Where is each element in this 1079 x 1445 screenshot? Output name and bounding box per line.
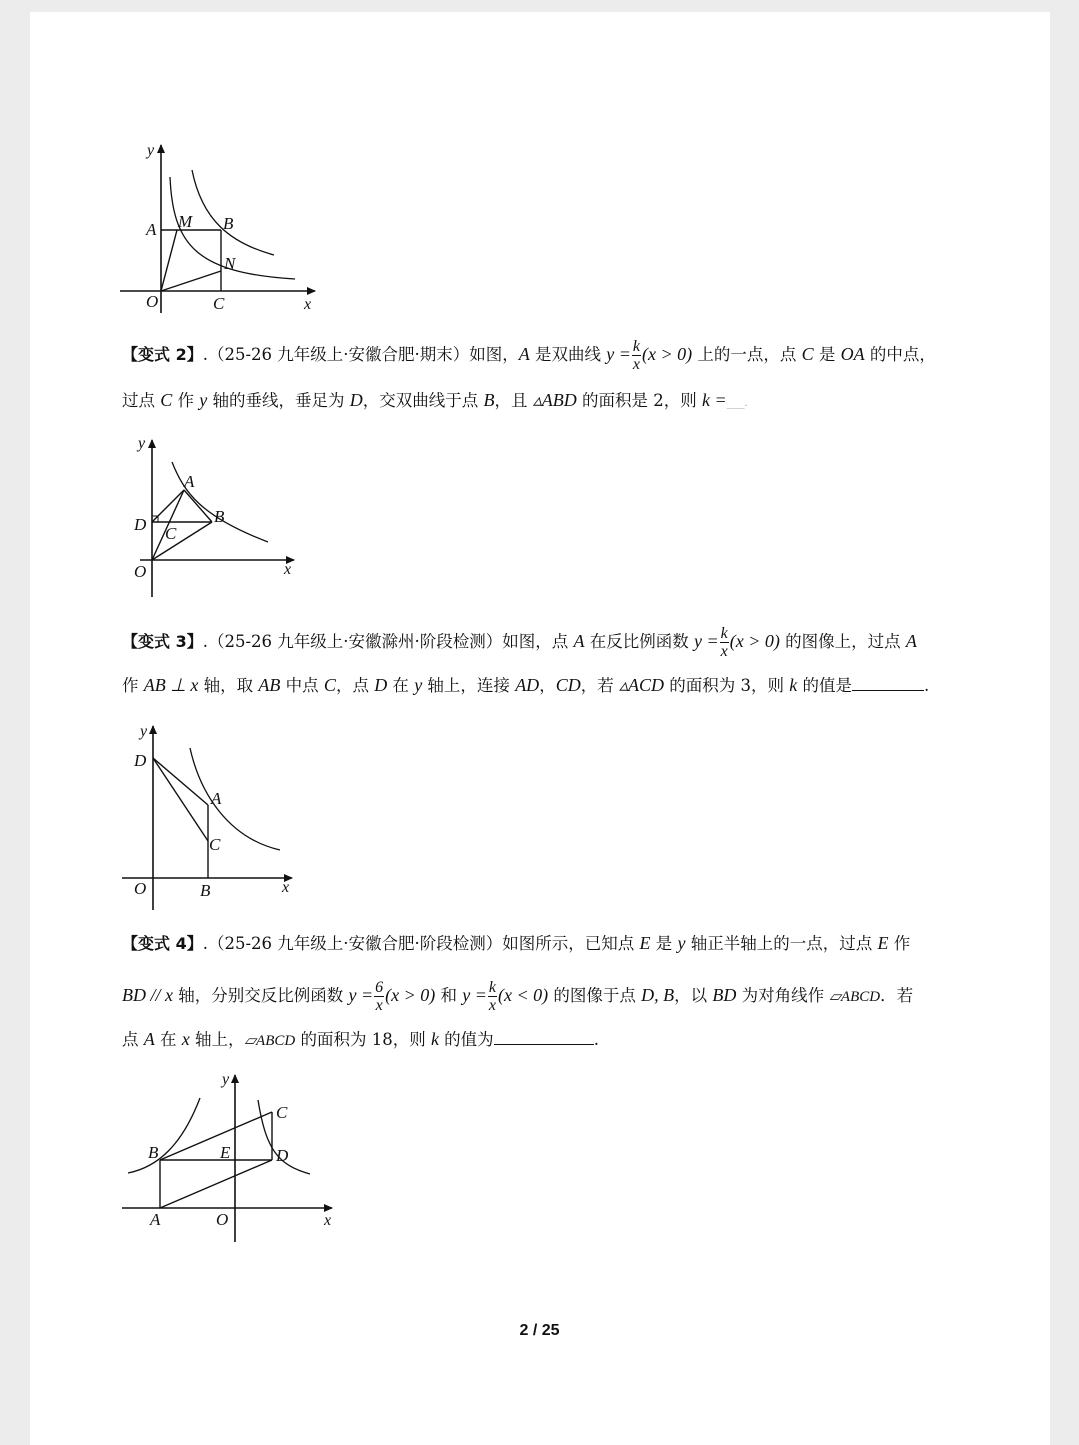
label-b: B xyxy=(223,214,234,233)
q3-text: ， xyxy=(539,676,556,695)
q2-text: 的中点， xyxy=(864,345,936,364)
label-c: C xyxy=(165,524,177,543)
q3-point-c: C xyxy=(323,675,336,695)
label-o: O xyxy=(146,292,159,311)
q2-equation-lhs: y = xyxy=(606,344,631,364)
question-3-line-1 xyxy=(122,625,962,660)
label-x: x xyxy=(284,561,292,578)
label-y: y xyxy=(138,435,146,452)
q3-fraction xyxy=(720,625,729,660)
label-a: A xyxy=(146,220,157,239)
label-x: x xyxy=(324,1212,332,1229)
q2-text: 是 xyxy=(813,345,841,364)
segment-da xyxy=(152,490,184,522)
q3-denominator: x xyxy=(720,643,728,660)
q3-point-a: A xyxy=(573,631,585,651)
q2-point-a: A xyxy=(518,344,530,364)
q4-parallelogram: ▱ABCD xyxy=(829,989,881,1005)
label-c: C xyxy=(213,294,225,313)
q4-x-axis-ref: x xyxy=(181,1029,190,1049)
q2-segment-oa: OA xyxy=(840,344,865,364)
q4-text: 点 xyxy=(122,1030,144,1049)
q4-k: k xyxy=(430,1029,439,1049)
q4-text: 轴上， xyxy=(189,1030,245,1049)
q2-condition: (x > 0) xyxy=(642,344,693,364)
q2-point-d: D xyxy=(349,390,363,410)
q2-answer-blank: ____. xyxy=(726,399,748,409)
q3-triangle-acd: ▵ACD xyxy=(618,675,664,695)
segment-ab xyxy=(184,490,212,522)
question-3-tag: 【变式 3】 xyxy=(122,632,203,651)
q2-text: ，且 xyxy=(494,391,533,410)
figure-2-graph xyxy=(122,432,307,602)
segment-da xyxy=(153,758,208,805)
q4-numerator-1: 6 xyxy=(375,979,384,996)
q3-point-d: D xyxy=(374,675,388,695)
q4-y-axis-ref: y xyxy=(677,933,686,953)
q3-y-axis-ref: y xyxy=(414,675,423,695)
question-4-line-3 xyxy=(122,1027,962,1053)
label-y: y xyxy=(147,142,155,159)
label-o: O xyxy=(216,1210,229,1229)
q4-fraction-1 xyxy=(374,979,384,1014)
q4-text: 在 xyxy=(154,1030,182,1049)
q2-numerator: k xyxy=(632,338,641,355)
q2-fraction xyxy=(632,338,641,373)
q4-point-a: A xyxy=(143,1029,155,1049)
q2-text: 上的一点，点 xyxy=(692,345,802,364)
segment-bc xyxy=(160,1112,272,1160)
label-a: A xyxy=(211,789,222,808)
label-y: y xyxy=(222,1071,230,1088)
question-3-source: .（25-26 九年级上·安徽滁州·阶段检测）如图，点 xyxy=(202,632,574,651)
q3-text: 中点 xyxy=(280,676,324,695)
q4-text: 的面积为 18，则 xyxy=(295,1030,431,1049)
q3-segment-cd: CD xyxy=(555,675,581,695)
segment-dc xyxy=(153,758,208,841)
q4-text: ．若 xyxy=(880,986,914,1005)
question-4-source: .（25-26 九年级上·安徽合肥·阶段检测）如图所示，已知点 xyxy=(202,934,640,953)
q4-answer-blank xyxy=(494,1044,594,1045)
q4-condition-1: (x > 0) xyxy=(385,985,436,1005)
q4-denominator-2: x xyxy=(488,997,497,1014)
q4-text: 和 xyxy=(435,986,463,1005)
question-4-line-2 xyxy=(122,979,962,1014)
label-d: D xyxy=(276,1146,289,1165)
q3-text: ，若 xyxy=(580,676,619,695)
q4-points-db: D, B xyxy=(641,985,675,1005)
segment-om xyxy=(161,230,177,291)
label-a: A xyxy=(184,472,195,491)
q4-segment-bd: BD xyxy=(712,985,737,1005)
q2-text: 的面积是 2，则 xyxy=(576,391,703,410)
figure-4-graph xyxy=(118,1070,343,1245)
q3-text: 的值是 xyxy=(797,676,852,695)
label-e: E xyxy=(220,1143,231,1162)
question-2-tag: 【变式 2】 xyxy=(122,345,203,364)
q4-text: 轴正半轴上的一点，过点 xyxy=(685,934,878,953)
q4-numerator-2: k xyxy=(488,979,497,996)
outer-hyperbola xyxy=(192,170,274,255)
q4-text: ，以 xyxy=(674,986,713,1005)
label-o: O xyxy=(134,879,147,898)
segment-on xyxy=(161,271,221,291)
label-b: B xyxy=(148,1143,159,1162)
q4-point-e: E xyxy=(877,933,889,953)
q2-text: 轴的垂线，垂足为 xyxy=(207,391,350,410)
label-c: C xyxy=(209,835,221,854)
question-2-line-2 xyxy=(122,388,962,416)
label-b: B xyxy=(214,507,225,526)
label-x: x xyxy=(304,296,312,313)
q2-point-b: B xyxy=(483,390,495,410)
q3-point-a: A xyxy=(905,631,917,651)
label-x: x xyxy=(282,879,290,896)
label-o: O xyxy=(134,562,147,581)
q4-text: 的图像于点 xyxy=(548,986,642,1005)
q4-text: 为对角线作 xyxy=(736,986,830,1005)
q3-text: 轴上，连接 xyxy=(422,676,516,695)
q2-text: 是双曲线 xyxy=(529,345,607,364)
q2-triangle-abd: ▵ABD xyxy=(532,390,577,410)
q3-segment-ab: AB xyxy=(258,675,281,695)
figure-1-graph xyxy=(110,135,330,315)
q2-point-c: C xyxy=(160,390,173,410)
q3-text: 的面积为 3，则 xyxy=(664,676,790,695)
q4-bd-parallel-x: BD // x xyxy=(122,985,173,1005)
q4-fraction-2 xyxy=(488,979,497,1014)
q4-point-e: E xyxy=(639,933,651,953)
q4-text: 的值为 xyxy=(438,1030,494,1049)
q3-condition: (x > 0) xyxy=(729,631,780,651)
q2-text: 过点 xyxy=(122,391,161,410)
q3-text: 作 xyxy=(122,676,144,695)
q3-segment-ad: AD xyxy=(515,675,540,695)
label-m: M xyxy=(178,212,193,231)
q4-text: . xyxy=(593,1030,599,1049)
left-hyperbola xyxy=(128,1098,200,1173)
question-4-line-1 xyxy=(122,931,962,956)
q3-equation-lhs: y = xyxy=(694,631,719,651)
label-d: D xyxy=(134,751,147,770)
q2-point-c: C xyxy=(801,344,814,364)
q2-denominator: x xyxy=(632,356,641,373)
q4-denominator-1: x xyxy=(375,997,383,1014)
q4-equation-1-lhs: y = xyxy=(348,985,374,1005)
question-3-line-2 xyxy=(122,673,962,698)
q3-text: . xyxy=(923,676,930,695)
q3-text: 在反比例函数 xyxy=(584,632,695,651)
q4-text: 作 xyxy=(888,934,911,953)
q4-condition-2: (x < 0) xyxy=(498,985,549,1005)
q3-text: 的图像上，过点 xyxy=(779,632,906,651)
q3-k: k xyxy=(789,675,798,695)
q3-numerator: k xyxy=(720,625,728,642)
segment-da xyxy=(160,1160,272,1208)
question-2-source: .（25-26 九年级上·安徽合肥·期末）如图， xyxy=(202,345,519,364)
q2-text: ，交双曲线于点 xyxy=(362,391,484,410)
q4-equation-2-lhs: y = xyxy=(462,985,487,1005)
label-c: C xyxy=(276,1103,288,1122)
label-b: B xyxy=(200,881,211,900)
q3-ab-perp-x: AB ⊥ x xyxy=(143,675,199,695)
label-a: A xyxy=(150,1210,161,1229)
q2-y-axis-ref: y xyxy=(199,390,208,410)
question-2-line-1 xyxy=(122,338,962,373)
q2-text: 作 xyxy=(172,391,200,410)
q3-text: ，点 xyxy=(335,676,375,695)
q4-text: 轴，分别交反比例函数 xyxy=(173,986,349,1005)
q4-parallelogram: ▱ABCD xyxy=(244,1033,296,1049)
label-n: N xyxy=(224,254,236,273)
q3-answer-blank xyxy=(852,690,924,691)
q3-text: 轴，取 xyxy=(198,676,259,695)
q2-k-equals: k = xyxy=(702,390,727,410)
page-number: 2 / 25 xyxy=(519,1322,560,1339)
question-4-tag: 【变式 4】 xyxy=(122,934,203,953)
label-y: y xyxy=(140,723,148,740)
figure-3-graph xyxy=(118,718,303,913)
q3-text: 在 xyxy=(387,676,415,695)
label-d: D xyxy=(134,515,147,534)
q4-text: 是 xyxy=(650,934,678,953)
